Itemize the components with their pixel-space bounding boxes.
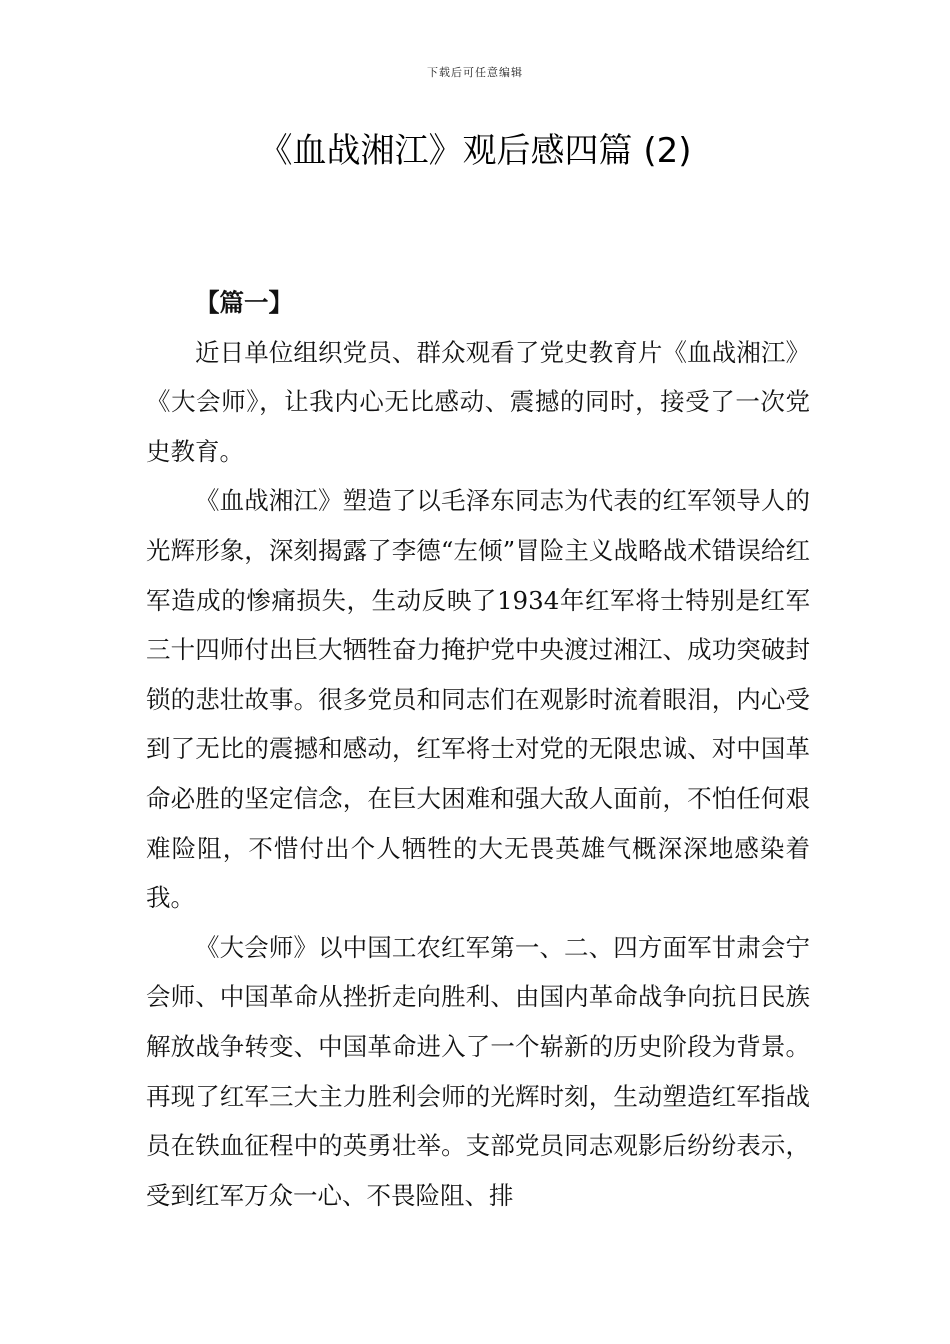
paragraph: 《血战湘江》塑造了以毛泽东同志为代表的红军领导人的光辉形象，深刻揭露了李德“左倾”冒险主义战略战术错误给红军造成的惨痛损失，生动反映了1934年红军将士特别是红军三十四师付出巨大牺牲奋力掩护党中央渡过湘江、成功突破封锁的悲壮故事。很多党员和同志们在观影时流着眼泪，内心受到了无比的震撼和感动，红军将士对党的无限忠诚、对中国革命必胜的坚定信念，在巨大困难和强大敌人面前，不怕任何艰难险阻，不惜付出个人牺牲的大无畏英雄气概深深地感染着我。: [146, 486, 810, 913]
header-note: 下载后可任意编辑: [427, 66, 523, 79]
paragraph: 近日单位组织党员、群众观看了党史教育片《血战湘江》《大会师》，让我内心无比感动、震撼的同时，接受了一次党史教育。: [146, 337, 810, 466]
section-heading: 【篇一】: [195, 288, 293, 317]
document-body: [146, 278, 810, 1220]
document-title: 《血战湘江》观后感四篇 (2): [258, 131, 692, 171]
paragraph: 《大会师》以中国工农红军第一、二、四方面军甘肃会宁会师、中国革命从挫折走向胜利、由国内革命战争向抗日民族解放战争转变、中国革命进入了一个崭新的历史阶段为背景。再现了红军三大主力胜利会师的光辉时刻，生动塑造红军指战员在铁血征程中的英勇壮举。支部党员同志观影后纷纷表示，受到红军万众一心、不畏险阻、排: [146, 932, 810, 1210]
